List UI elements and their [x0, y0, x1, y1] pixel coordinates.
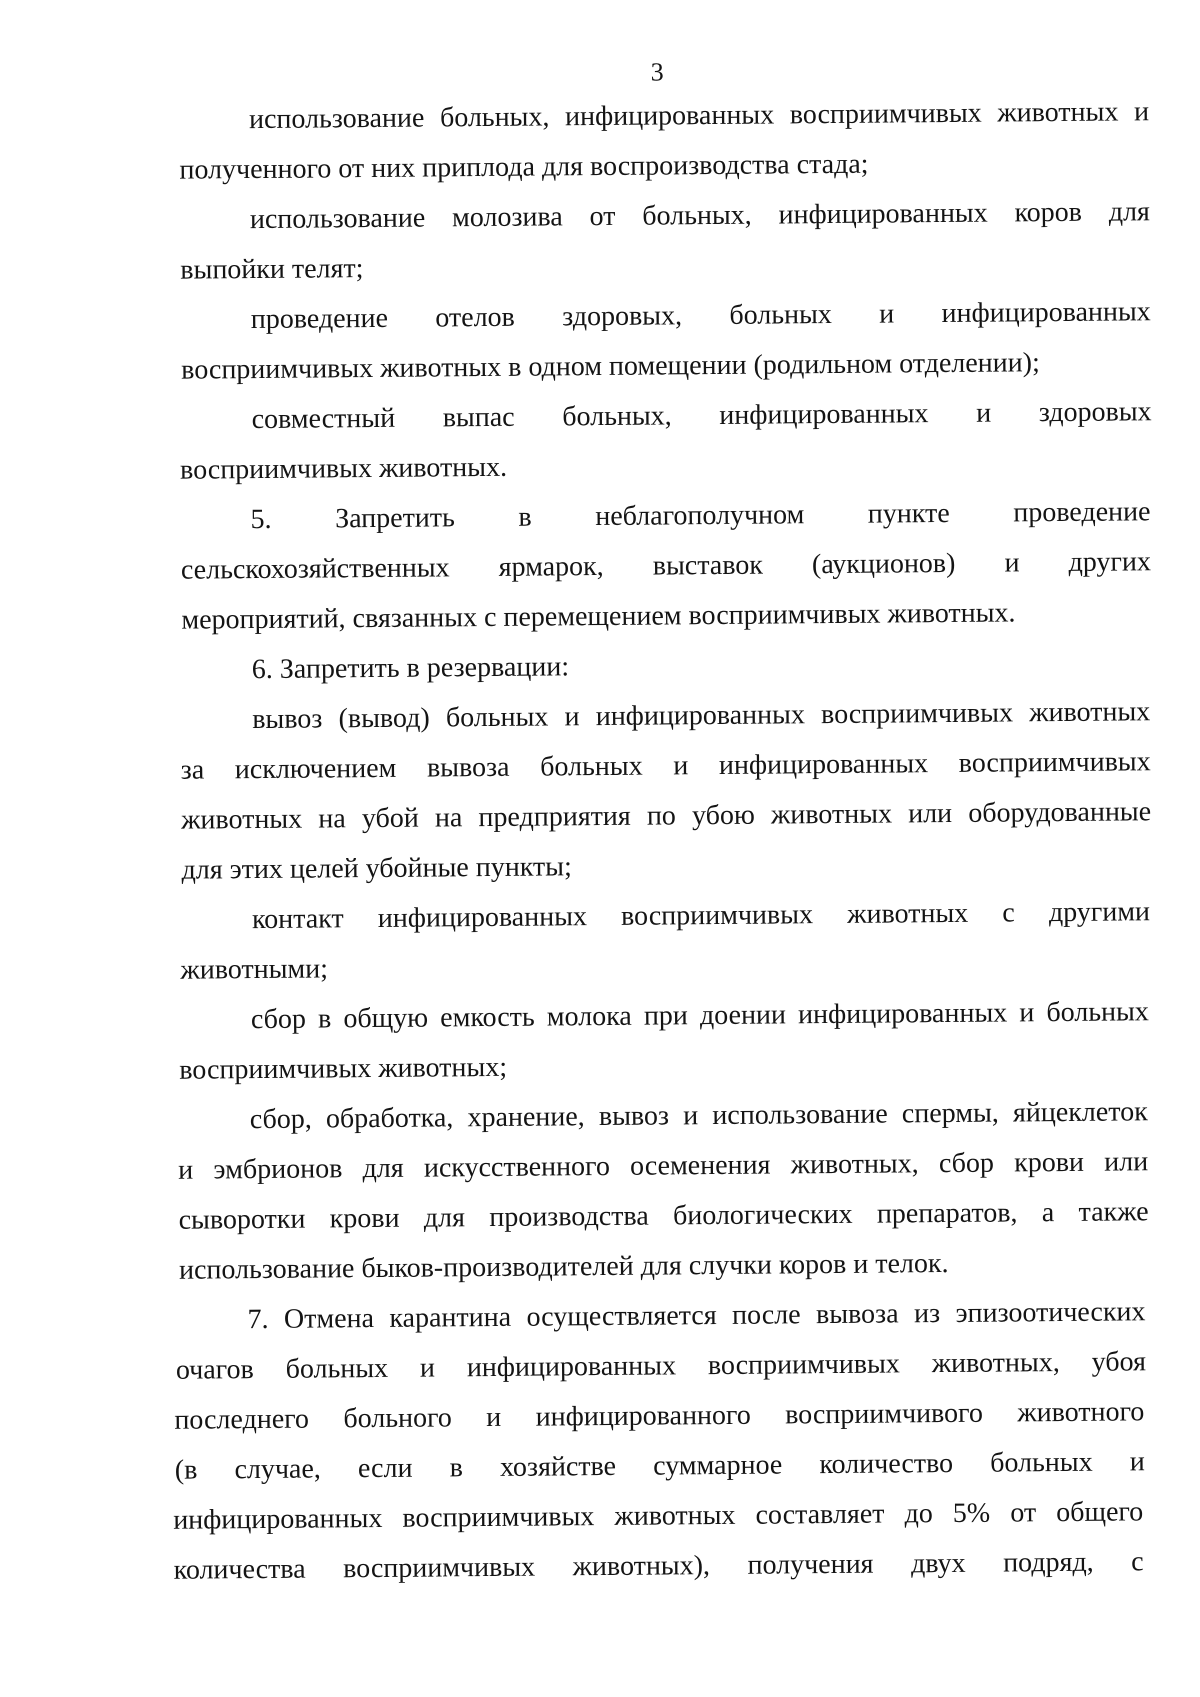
text-line: животных на убой на предприятия по убою животных или оборудованные — [181, 796, 1152, 836]
text-line: (в случае, если в хозяйстве суммарное количество больных и — [174, 1446, 1145, 1486]
text-line: за исключением вывоза больных и инфицированных восприимчивых — [180, 746, 1151, 786]
text-line: 7. Отмена карантина осуществляется после вывоза из эпизоотических — [247, 1296, 1146, 1336]
text-line: вывоз (вывод) больных и инфицированных восприимчивых животных — [252, 696, 1151, 736]
text-line: использование молозива от больных, инфицированных коров для — [249, 196, 1151, 236]
text-line: 6. Запретить в резервации: — [251, 651, 570, 686]
text-line: полученного от них приплода для воспроизводства стада; — [179, 148, 869, 186]
text-line: количества восприимчивых животных), получения двух подряд, с — [173, 1546, 1144, 1586]
text-line: сбор, обработка, хранение, вывоз и использование спермы, яйцеклеток — [249, 1096, 1148, 1136]
text-line: сыворотки крови для производства биологических препаратов, а также — [178, 1196, 1149, 1236]
text-line: использование быков-производителей для случки коров и телок. — [178, 1248, 949, 1286]
text-line: для этих целей убойные пункты; — [181, 851, 572, 886]
text-line: очагов больных и инфицированных восприимчивых животных, убоя — [175, 1346, 1147, 1386]
text-line: выпойки телят; — [180, 253, 364, 286]
text-line: инфицированных восприимчивых животных составляет до 5% от общего — [173, 1496, 1144, 1536]
text-line: мероприятий, связанных с перемещением восприимчивых животных. — [181, 597, 1016, 636]
text-line: использование больных, инфицированных восприимчивых животных и — [248, 96, 1150, 136]
text-line: контакт инфицированных восприимчивых животных с другими — [251, 896, 1151, 936]
text-line: совместный выпас больных, инфицированных и здоровых — [251, 396, 1152, 436]
text-line: 5. Запретить в неблагополучном пункте проведение — [250, 496, 1151, 536]
text-line: последнего больного и инфицированного восприимчивого животного — [174, 1396, 1145, 1436]
text-line: восприимчивых животных; — [179, 1051, 508, 1086]
text-line: и эмбрионов для искусственного осеменения животных, сбор крови или — [178, 1146, 1149, 1186]
page-number: 3 — [650, 57, 664, 87]
text-line: сельскохозяйственных ярмарок, выставок (аукционов) и других — [180, 546, 1152, 586]
text-line: восприимчивых животных в одном помещении (родильном отделении); — [181, 347, 1040, 386]
text-line: сбор в общую емкость молока при доении инфицированных и больных — [250, 996, 1149, 1036]
text-line: восприимчивых животных. — [179, 451, 508, 486]
text-line: проведение отелов здоровых, больных и инфицированных — [250, 296, 1151, 336]
text-line: животными; — [180, 953, 329, 986]
